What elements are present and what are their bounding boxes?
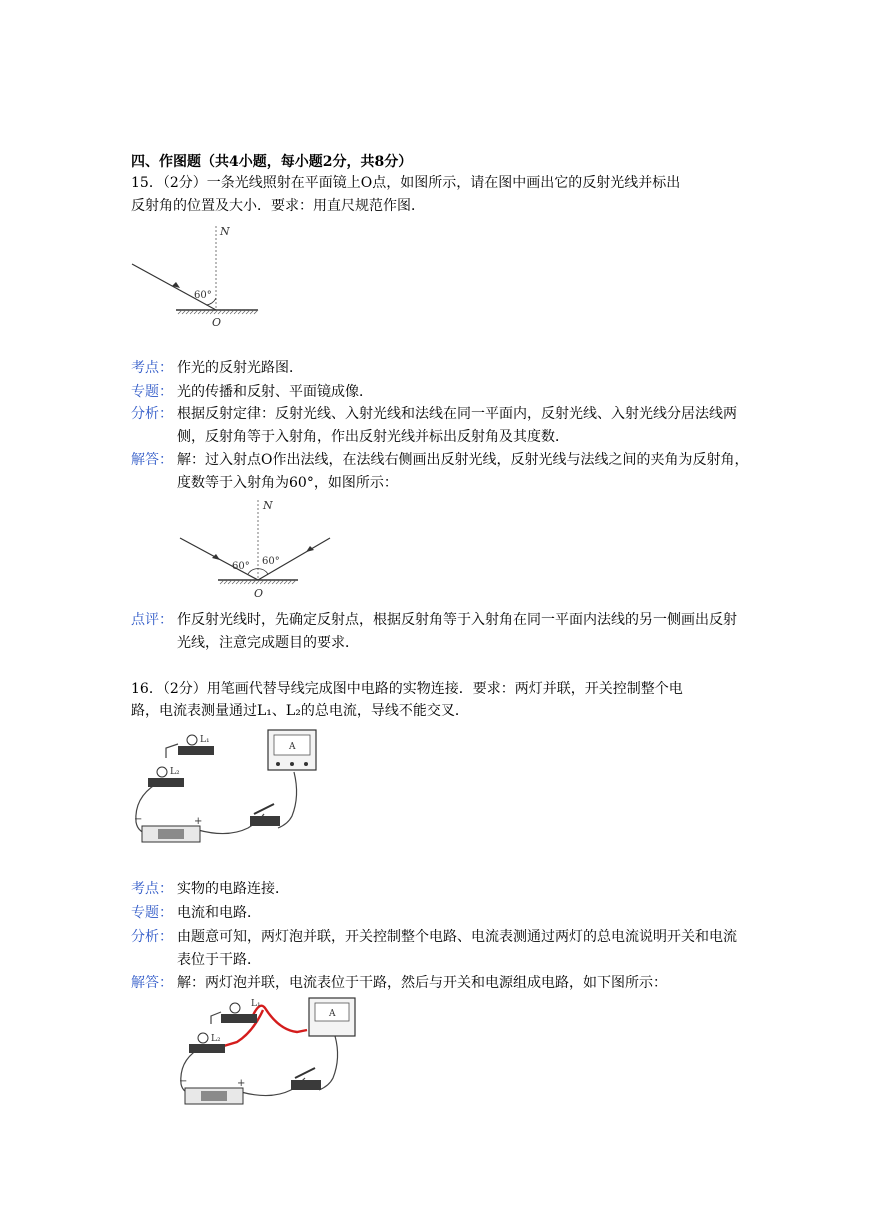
ans-switch-lever-icon xyxy=(295,1068,315,1078)
q16-fig-meter: A xyxy=(289,742,296,752)
q16-ans-l2: L₂ xyxy=(211,1034,221,1044)
wire xyxy=(278,772,297,828)
ans-switch-base xyxy=(291,1080,321,1090)
bulb-l1-icon xyxy=(187,735,197,745)
q16-fig-l1: L₁ xyxy=(200,735,210,745)
terminal-icon xyxy=(276,762,280,766)
q16-stem-line2: 路，电流表测量通过L₁、L₂的总电流，导线不能交叉． xyxy=(131,703,469,719)
q15-zhuanti-label: 专题： xyxy=(131,384,173,400)
q16-jieda-line1: 解：两灯泡并联，电流表位于干路，然后与开关和电源组成电路，如下图所示： xyxy=(177,975,667,991)
q15-jieda-line1: 解：过入射点O作出法线，在法线右侧画出反射光线，反射光线与法线之间的夹角为反射角， xyxy=(177,452,749,468)
wire xyxy=(211,1012,221,1024)
terminal-icon xyxy=(290,762,294,766)
wire xyxy=(319,1036,338,1090)
q16-answer-figure xyxy=(175,996,365,1112)
q15-kaodian-label: 考点： xyxy=(131,360,173,376)
q15-fig-angle: 60° xyxy=(194,290,212,301)
switch-base xyxy=(250,816,280,826)
q16-ans-meter: A xyxy=(329,1009,336,1019)
ans-bulb-l2-icon xyxy=(198,1033,208,1043)
ans-bulb-l1-icon xyxy=(230,1003,240,1013)
bulb-l2-icon xyxy=(157,767,167,777)
q16-fenxi-line1: 由题意可知，两灯泡并联，开关控制整个电路、电流表测通过两灯的总电流说明开关和电流 xyxy=(177,929,737,945)
q15-dianping-line1: 作反射光线时，先确定反射点，根据反射角等于入射角在同一平面内法线的另一侧画出反射 xyxy=(177,612,737,628)
lamp-l2-base xyxy=(148,778,184,787)
q15-kaodian: 作光的反射光路图． xyxy=(177,360,303,376)
wire xyxy=(181,1050,197,1094)
q16-fenxi-line2: 表位于干路． xyxy=(177,952,261,968)
q16-kaodian-label: 考点： xyxy=(131,881,173,897)
ans-lamp-l1-base xyxy=(221,1014,257,1023)
reflected-arrow-icon xyxy=(306,546,314,552)
q16-fig-plus: + xyxy=(194,816,203,827)
ans-battery-cell xyxy=(201,1091,227,1101)
q15-zhuanti: 光的传播和反射、平面镜成像． xyxy=(177,384,373,400)
switch-lever-icon xyxy=(254,804,274,814)
q16-jieda-label: 解答： xyxy=(131,975,173,991)
terminal-icon xyxy=(304,762,308,766)
q16-fig-minus: − xyxy=(134,814,143,825)
q15-figure xyxy=(128,222,278,334)
q16-ans-plus: + xyxy=(237,1078,246,1089)
q15-ans-n-label: N xyxy=(263,499,273,512)
battery-cell xyxy=(158,829,184,839)
q15-jieda-label: 解答： xyxy=(131,452,173,468)
wire xyxy=(166,744,178,758)
ans-lamp-l2-base xyxy=(189,1044,225,1053)
q15-ans-o-label: O xyxy=(254,587,264,600)
lamp-l1-base xyxy=(178,746,214,755)
q15-fig-o-label: O xyxy=(212,316,222,329)
q16-ans-l1: L₁ xyxy=(251,999,261,1009)
q16-stem-line1: 16．（2分）用笔画代替导线完成图中电路的实物连接．要求：两灯并联，开关控制整个电 xyxy=(131,681,683,697)
q16-ans-minus: − xyxy=(179,1076,188,1087)
incident-ray xyxy=(132,264,216,310)
q15-answer-figure xyxy=(174,496,342,608)
q15-stem-line2: 反射角的位置及大小．要求：用直尺规范作图． xyxy=(131,198,425,214)
section-title: 四、作图题（共4小题，每小题2分，共8分） xyxy=(131,154,413,170)
q16-zhuanti-label: 专题： xyxy=(131,905,173,921)
q15-fenxi-line2: 侧，反射角等于入射角，作出反射光线并标出反射角及其度数． xyxy=(177,429,569,445)
q16-fenxi-label: 分析： xyxy=(131,929,173,945)
answer-incident-arrow-icon xyxy=(212,554,220,560)
q15-dianping-label: 点评： xyxy=(131,612,173,628)
q15-dianping-line2: 光线，注意完成题目的要求． xyxy=(177,635,359,651)
q15-fenxi-label: 分析： xyxy=(131,406,173,422)
q16-circuit-figure xyxy=(128,726,318,854)
q16-kaodian: 实物的电路连接． xyxy=(177,881,289,897)
q15-ans-angle-right: 60° xyxy=(262,556,280,567)
q15-fig-n-label: N xyxy=(220,225,230,238)
q15-ans-angle-left: 60° xyxy=(232,561,250,572)
q16-fig-l2: L₂ xyxy=(170,767,180,777)
q16-zhuanti: 电流和电路． xyxy=(177,905,261,921)
q15-jieda-line2: 度数等于入射角为60°，如图所示： xyxy=(177,475,398,491)
q15-stem-line1: 15．（2分）一条光线照射在平面镜上O点，如图所示，请在图中画出它的反射光线并标出 xyxy=(131,175,681,191)
q15-fenxi-line1: 根据反射定律：反射光线、入射光线和法线在同一平面内，反射光线、入射光线分居法线两 xyxy=(177,406,737,422)
